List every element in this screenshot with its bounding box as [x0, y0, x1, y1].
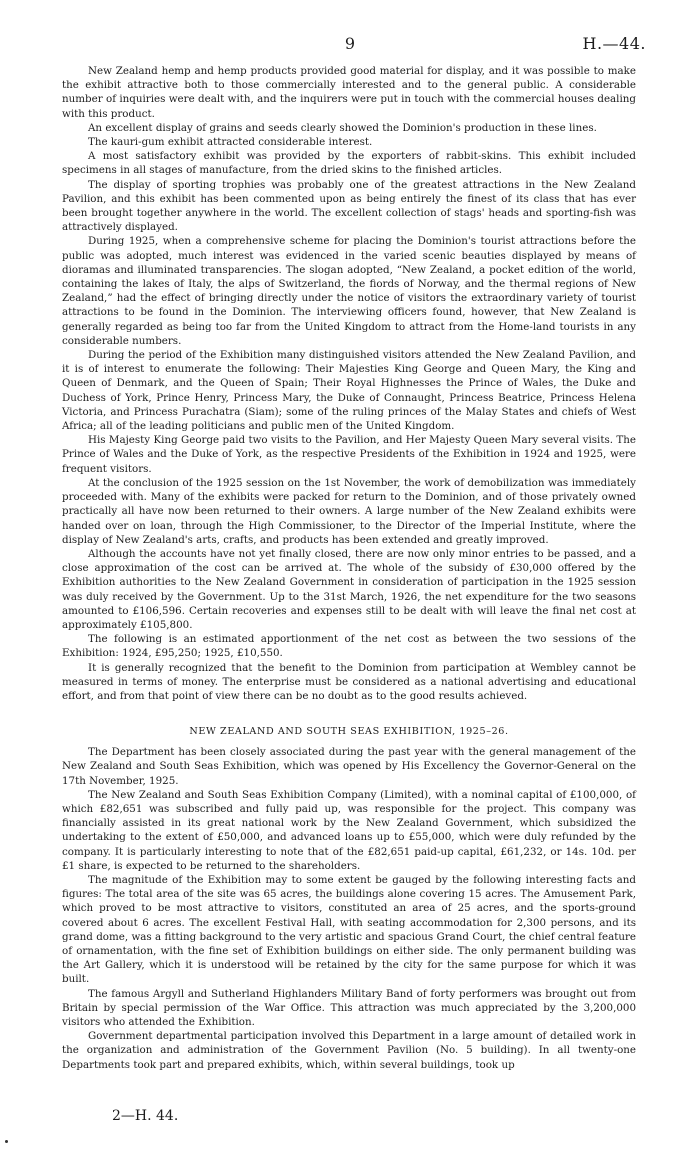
- paragraph-kauri-gum: The kauri-gum exhibit attracted considerable interest.: [88, 136, 373, 149]
- paragraph-management: The Department has been closely associated during the past year with the general management of the New Zealand and South Seas Exhibition, which was opened by His Excellency the Governor-General on the 17th November, 1925.: [62, 746, 636, 787]
- paragraph-hemp: New Zealand hemp and hemp products provided good material for display, and it was possible to make the exhibit attractive both to those commercially interested and to the general public. A considerable number of inquiries were dealt with, and the inquirers were put in touch with the commercial houses dealing with this product.: [62, 65, 636, 120]
- paragraph-company-capital: The New Zealand and South Seas Exhibition Company (Limited), with a nominal capital of £100,000, of which £82,651 was subscribed and fully paid up, was responsible for the project. This company was financially assisted in its great national work by the New Zealand Government, which subsidized the undertaking to the extent of £50,000, and advanced loans up to £55,000, which were duly refunded by the company. It is particularly interesting to note that of the £82,651 paid-up capital, £61,232, or 14s. 10d. per £1 share, is expected to be returned to the shareholders.: [62, 788, 636, 872]
- page-body: [62, 64, 636, 1072]
- paragraph-magnitude: The magnitude of the Exhibition may to some extent be gauged by the following interesting facts and figures: The total area of the site was 65 acres, the buildings alone covering 15 acres. The Amusement Park, which proved to be most attractive to visitors, constituted an area of 25 acres, and the sports-ground covered about 6 acres. The excellent Festival Hall, with seating accommodation for 2,300 persons, and its grand dome, was a fitting background to the very artistic and spacious Grand Court, the chief central feature of ornamentation, with the fine set of Exhibition buildings on either side. The only permanent building was the Art Gallery, which it is understood will be retained by the city for the same purpose for which it was built.: [62, 873, 636, 986]
- paragraph-accounts: Although the accounts have not yet finally closed, there are now only minor entries to be passed, and a close approximation of the cost can be arrived at. The whole of the subsidy of £30,000 offered by the Exhibition authorities to the New Zealand Government in consideration of participation in the 1925 session was duly received by the Government. Up to the 31st March, 1926, the net expenditure for the two seasons amounted to £106,596. Certain recoveries and expenses still to be dealt with will leave the final net cost at approximately £105,800.: [62, 547, 636, 631]
- paragraph-military-band: The famous Argyll and Sutherland Highlanders Military Band of forty performers was brought out from Britain by special permission of the War Office. This attraction was much appreciated by the 3,200,000 visitors who attended the Exhibition.: [62, 987, 636, 1028]
- nz-south-seas-section: [62, 745, 636, 1072]
- paragraph-government-participation: Government departmental participation involved this Department in a large amount of detailed work in the organization and administration of the Government Pavilion (No. 5 building). In all twenty-one Departments took part and prepared exhibits, which, within several buildings, took up: [62, 1030, 636, 1071]
- paragraph-royal-visits: His Majesty King George paid two visits to the Pavilion, and Her Majesty Queen Mary several visits. The Prince of Wales and the Duke of York, as the respective Presidents of the Exhibition in 1924 and 1925, were frequent visitors.: [62, 434, 636, 475]
- footer-sheet-reference: 2—H. 44.: [112, 1108, 179, 1124]
- paragraph-distinguished-visitors: During the period of the Exhibition many distinguished visitors attended the New Zealand Pavilion, and it is of interest to enumerate the following: Their Majesties King George and Queen Mary, the King and Queen of Denmark, and the Queen of Spain; Their Royal Highnesses the Prince of Wales, the Duke and Duchess of York, Prince Henry, Princess Mary, the Duke of Connaught, Princess Beatrice, Princess Helena Victoria, and Princess Purachatra (Siam); some of the ruling princes of the Malay States and chiefs of West Africa; all of the leading politicians and public men of the United Kingdom.: [62, 349, 636, 433]
- paragraph-tourist-attractions: During 1925, when a comprehensive scheme for placing the Dominion's tourist attractions before the public was adopted, much interest was evidenced in the varied scenic beauties displayed by means of dioramas and illuminated transparencies. The slogan adopted, “New Zealand, a pocket edition of the world, containing the lakes of Italy, the alps of Switzerland, the fiords of Norway, and the thermal regions of New Zealand,” had the effect of bringing directly under the notice of visitors the extraordinary variety of tourist attractions to be found in the Dominion. The interviewing officers found, however, that New Zealand is generally regarded as being too far from the United Kingdom to attract from the Home-land tourists in any considerable numbers.: [62, 235, 636, 347]
- paragraph-demobilization: At the conclusion of the 1925 session on the 1st November, the work of demobilization was immediately proceeded with. Many of the exhibits were packed for return to the Dominion, and of those privately owned practically all have now been returned to their owners. A large number of the New Zealand exhibits were handed over on loan, through the High Commissioner, to the Director of the Imperial Institute, where the display of New Zealand's arts, crafts, and products has been extended and greatly improved.: [62, 476, 636, 546]
- margin-mark: [5, 1140, 8, 1143]
- paragraph-benefit: It is generally recognized that the benefit to the Dominion from participation at Wembley cannot be measured in terms of money. The enterprise must be considered as a national advertising and educational effort, and from that point of view there can be no doubt as to the good results achieved.: [62, 661, 636, 702]
- page-number: 9: [344, 34, 356, 53]
- section-heading: NEW ZEALAND AND SOUTH SEAS EXHIBITION, 1925–26.: [189, 726, 509, 738]
- paragraph-apportionment: The following is an estimated apportionment of the net cost as between the two sessions of the Exhibition: 1924, £95,250; 1925, £10,550.: [62, 633, 636, 660]
- wembley-exhibition-section: [62, 64, 636, 703]
- paragraph-rabbit-skins: A most satisfactory exhibit was provided by the exporters of rabbit-skins. This exhibit included specimens in all stages of manufacture, from the dried skins to the finished articles.: [62, 150, 636, 177]
- paragraph-grains: An excellent display of grains and seeds clearly showed the Dominion's production in these lines.: [88, 121, 597, 134]
- paragraph-sporting-trophies: The display of sporting trophies was probably one of the greatest attractions in the New Zealand Pavilion, and this exhibit has been commented upon as being entirely the finest of its class that has ever been brought together anywhere in the world. The excellent collection of stags' heads and sporting-fish was attractively displayed.: [62, 178, 636, 234]
- document-reference: H.—44.: [582, 34, 646, 53]
